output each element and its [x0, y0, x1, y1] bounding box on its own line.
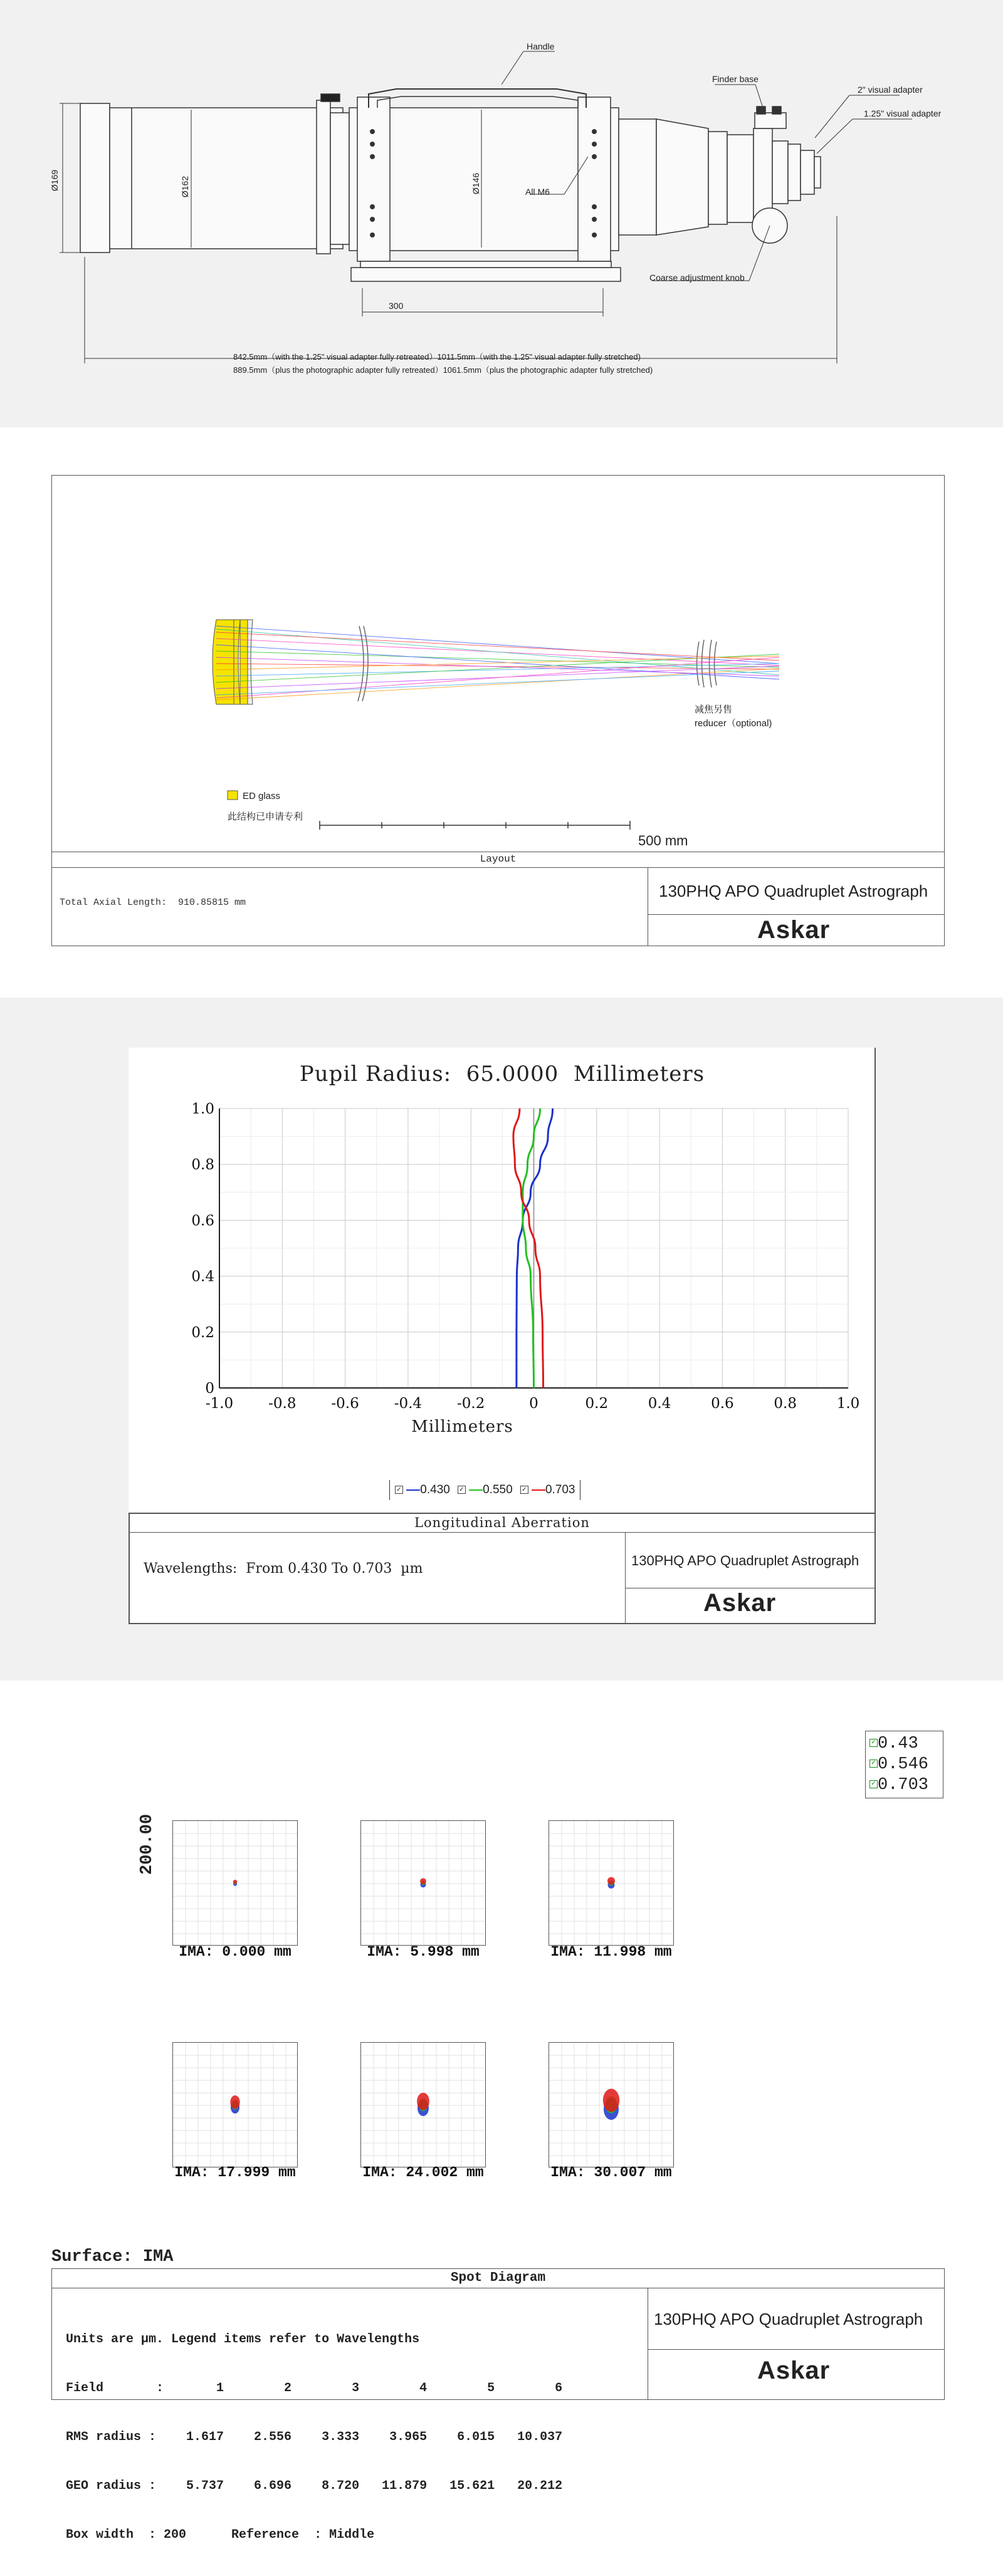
spot-plot	[361, 1821, 485, 1945]
total-length-text: Total Axial Length: 910.85815 mm	[60, 897, 246, 908]
dim-169-label: Ø169	[50, 169, 60, 192]
legend-label-0550: 0.550	[483, 1483, 513, 1496]
dim-146-label: Ø146	[471, 172, 481, 195]
spot-legend-label: 0.43	[878, 1734, 918, 1753]
spot-label-field-1: IMA: 0.000 mm	[179, 1944, 291, 1960]
dim-300-label: 300	[389, 301, 404, 311]
spot-notes-line: Units are µm. Legend items refer to Wavelengths	[66, 2332, 420, 2347]
checkbox-icon[interactable]: ✓	[869, 1739, 878, 1747]
chart-ticks	[191, 1101, 859, 1412]
spot-mark	[607, 1877, 615, 1885]
x-tick-label: 1.0	[836, 1395, 860, 1412]
patent-label: 此结构已申请专利	[228, 811, 303, 822]
reducer-en-label: reducer（optional)	[695, 718, 772, 729]
ed-glass-label: ED glass	[243, 791, 281, 801]
spot-section	[0, 1681, 1003, 2542]
spot-plot	[173, 1821, 297, 1945]
brand-logo: Askar	[757, 916, 831, 944]
x-tick-label: -0.4	[394, 1395, 423, 1412]
spot-axis-label: 200.00	[138, 1813, 157, 1875]
x-tick-label: 0.6	[711, 1395, 734, 1412]
titleblock-mid-line	[648, 914, 944, 915]
aberration-titleblock	[129, 1513, 876, 1624]
x-tick-label: -1.0	[205, 1395, 234, 1412]
legend-item-0703[interactable]	[520, 1483, 575, 1497]
layout-frame	[51, 475, 945, 946]
x-axis-label: Millimeters	[411, 1417, 513, 1436]
spot-caption: Spot Diagram	[450, 2271, 546, 2285]
legend-item-0430[interactable]	[395, 1483, 450, 1497]
legend-label-0430: 0.430	[420, 1483, 450, 1496]
aberration-caption: Longitudinal Aberration	[414, 1515, 590, 1530]
x-tick-label: -0.6	[331, 1395, 359, 1412]
aberration-product-title: 130PHQ APO Quadruplet Astrograph	[631, 1553, 859, 1568]
chart-legend	[389, 1480, 580, 1500]
spot-mark	[420, 1878, 426, 1884]
spot-notes	[66, 2299, 562, 2576]
legend-label-0703: 0.703	[545, 1483, 575, 1496]
y-tick-label: 0.6	[191, 1212, 214, 1229]
all-m6-label: All M6	[525, 187, 550, 197]
spot-brand-logo: Askar	[757, 2357, 831, 2384]
aberration-brand-logo: Askar	[703, 1589, 777, 1617]
y-tick-label: 0.8	[191, 1157, 214, 1174]
handle-label: Handle	[527, 41, 555, 51]
spot-box-field-2	[360, 1820, 486, 1946]
aberration-tb-divider	[625, 1532, 626, 1624]
checkbox-icon[interactable]: ✓	[395, 1486, 403, 1494]
spot-box-field-5	[360, 2042, 486, 2167]
spot-plot	[549, 1821, 673, 1945]
checkbox-icon[interactable]: ✓	[869, 1760, 878, 1768]
y-tick-label: 0.4	[191, 1268, 214, 1285]
aberration-caption-line	[130, 1532, 874, 1533]
spot-label-field-5: IMA: 24.002 mm	[362, 2164, 484, 2181]
spot-plot	[173, 2043, 297, 2167]
spot-box-field-4	[172, 2042, 298, 2167]
coarse-knob-label: Coarse adjustment knob	[649, 273, 745, 283]
checkbox-icon[interactable]: ✓	[520, 1486, 528, 1494]
chart-title: Pupil Radius: 65.0000 Millimeters	[299, 1061, 705, 1087]
spot-plot	[361, 2043, 485, 2167]
x-tick-label: 0.8	[774, 1395, 797, 1412]
y-tick-label: 1.0	[191, 1101, 214, 1117]
spot-box-field-1	[172, 1820, 298, 1946]
spot-titleblock	[51, 2268, 945, 2542]
spot-notes-line: GEO radius : 5.737 6.696 8.720 11.879 15.621 20.212	[66, 2479, 563, 2493]
length-line-2: 889.5mm（plus the photographic adapter fully retreated）1061.5mm（plus the photographic adapter fully stretched)	[233, 365, 653, 375]
mechanical-drawing-section	[0, 0, 1003, 427]
checkbox-icon[interactable]: ✓	[869, 1780, 878, 1788]
spot-mark	[233, 1880, 238, 1884]
aberration-sheet	[129, 1048, 876, 1624]
spot-legend-item-2[interactable]	[869, 1775, 939, 1796]
surface-label: Surface: IMA	[51, 2248, 174, 2266]
spot-legend-item-0[interactable]	[869, 1734, 939, 1755]
spot-mark	[230, 2095, 239, 2109]
spot-notes-line: Box width : 200 Reference : Middle	[66, 2528, 375, 2542]
spot-label-field-2: IMA: 5.998 mm	[367, 1944, 480, 1960]
lens-ray-diagram	[52, 476, 944, 852]
spot-label-field-4: IMA: 17.999 mm	[174, 2164, 296, 2181]
x-tick-label: -0.8	[268, 1395, 297, 1412]
spot-tb-mid	[648, 2349, 944, 2350]
y-tick-label: 0.2	[191, 1324, 214, 1341]
spot-legend-item-1[interactable]	[869, 1755, 939, 1775]
spot-mark	[603, 2088, 619, 2112]
aberration-section	[0, 998, 1003, 1681]
x-tick-label: -0.2	[457, 1395, 485, 1412]
y-tick-label: 0	[205, 1380, 214, 1397]
caption-bottom-line	[52, 867, 944, 868]
layout-caption: Layout	[480, 853, 517, 865]
checkbox-icon[interactable]: ✓	[458, 1486, 466, 1494]
spot-product-title: 130PHQ APO Quadruplet Astrograph	[654, 2310, 923, 2328]
visual-adapter-2in-label: 2" visual adapter	[858, 85, 923, 95]
spot-notes-line: Field : 1 2 3 4 5 6	[66, 2381, 563, 2396]
legend-item-0550[interactable]	[458, 1483, 513, 1497]
layout-section	[0, 427, 1003, 998]
wavelengths-text: Wavelengths: From 0.430 To 0.703 µm	[144, 1561, 423, 1577]
x-tick-label: 0.2	[585, 1395, 609, 1412]
x-tick-label: 0.4	[648, 1395, 671, 1412]
spot-box-field-3	[549, 1820, 674, 1946]
spot-plot	[549, 2043, 673, 2167]
dim-162-label: Ø162	[180, 175, 191, 198]
spot-legend	[865, 1731, 943, 1798]
visual-adapter-125-label: 1.25" visual adapter	[864, 108, 942, 118]
spot-label-field-3: IMA: 11.998 mm	[550, 1944, 672, 1960]
reducer-cn-label: 减焦另售	[695, 704, 733, 715]
length-line-1: 842.5mm（with the 1.25" visual adapter fully retreated）1011.5mm（with the 1.25" visual adapter fully stretched)	[233, 352, 641, 362]
spot-label-field-6: IMA: 30.007 mm	[550, 2164, 672, 2181]
spot-notes-line: RMS radius : 1.617 2.556 3.333 3.965 6.015 10.037	[66, 2430, 563, 2444]
spot-legend-label: 0.546	[878, 1755, 929, 1774]
product-title: 130PHQ APO Quadruplet Astrograph	[659, 882, 928, 900]
spot-mark	[417, 2093, 429, 2110]
spot-legend-label: 0.703	[878, 1776, 929, 1795]
finder-base-label: Finder base	[712, 74, 759, 84]
scale-label: 500 mm	[638, 833, 688, 848]
spot-box-field-6	[549, 2042, 674, 2167]
x-tick-label: 0	[529, 1395, 538, 1412]
